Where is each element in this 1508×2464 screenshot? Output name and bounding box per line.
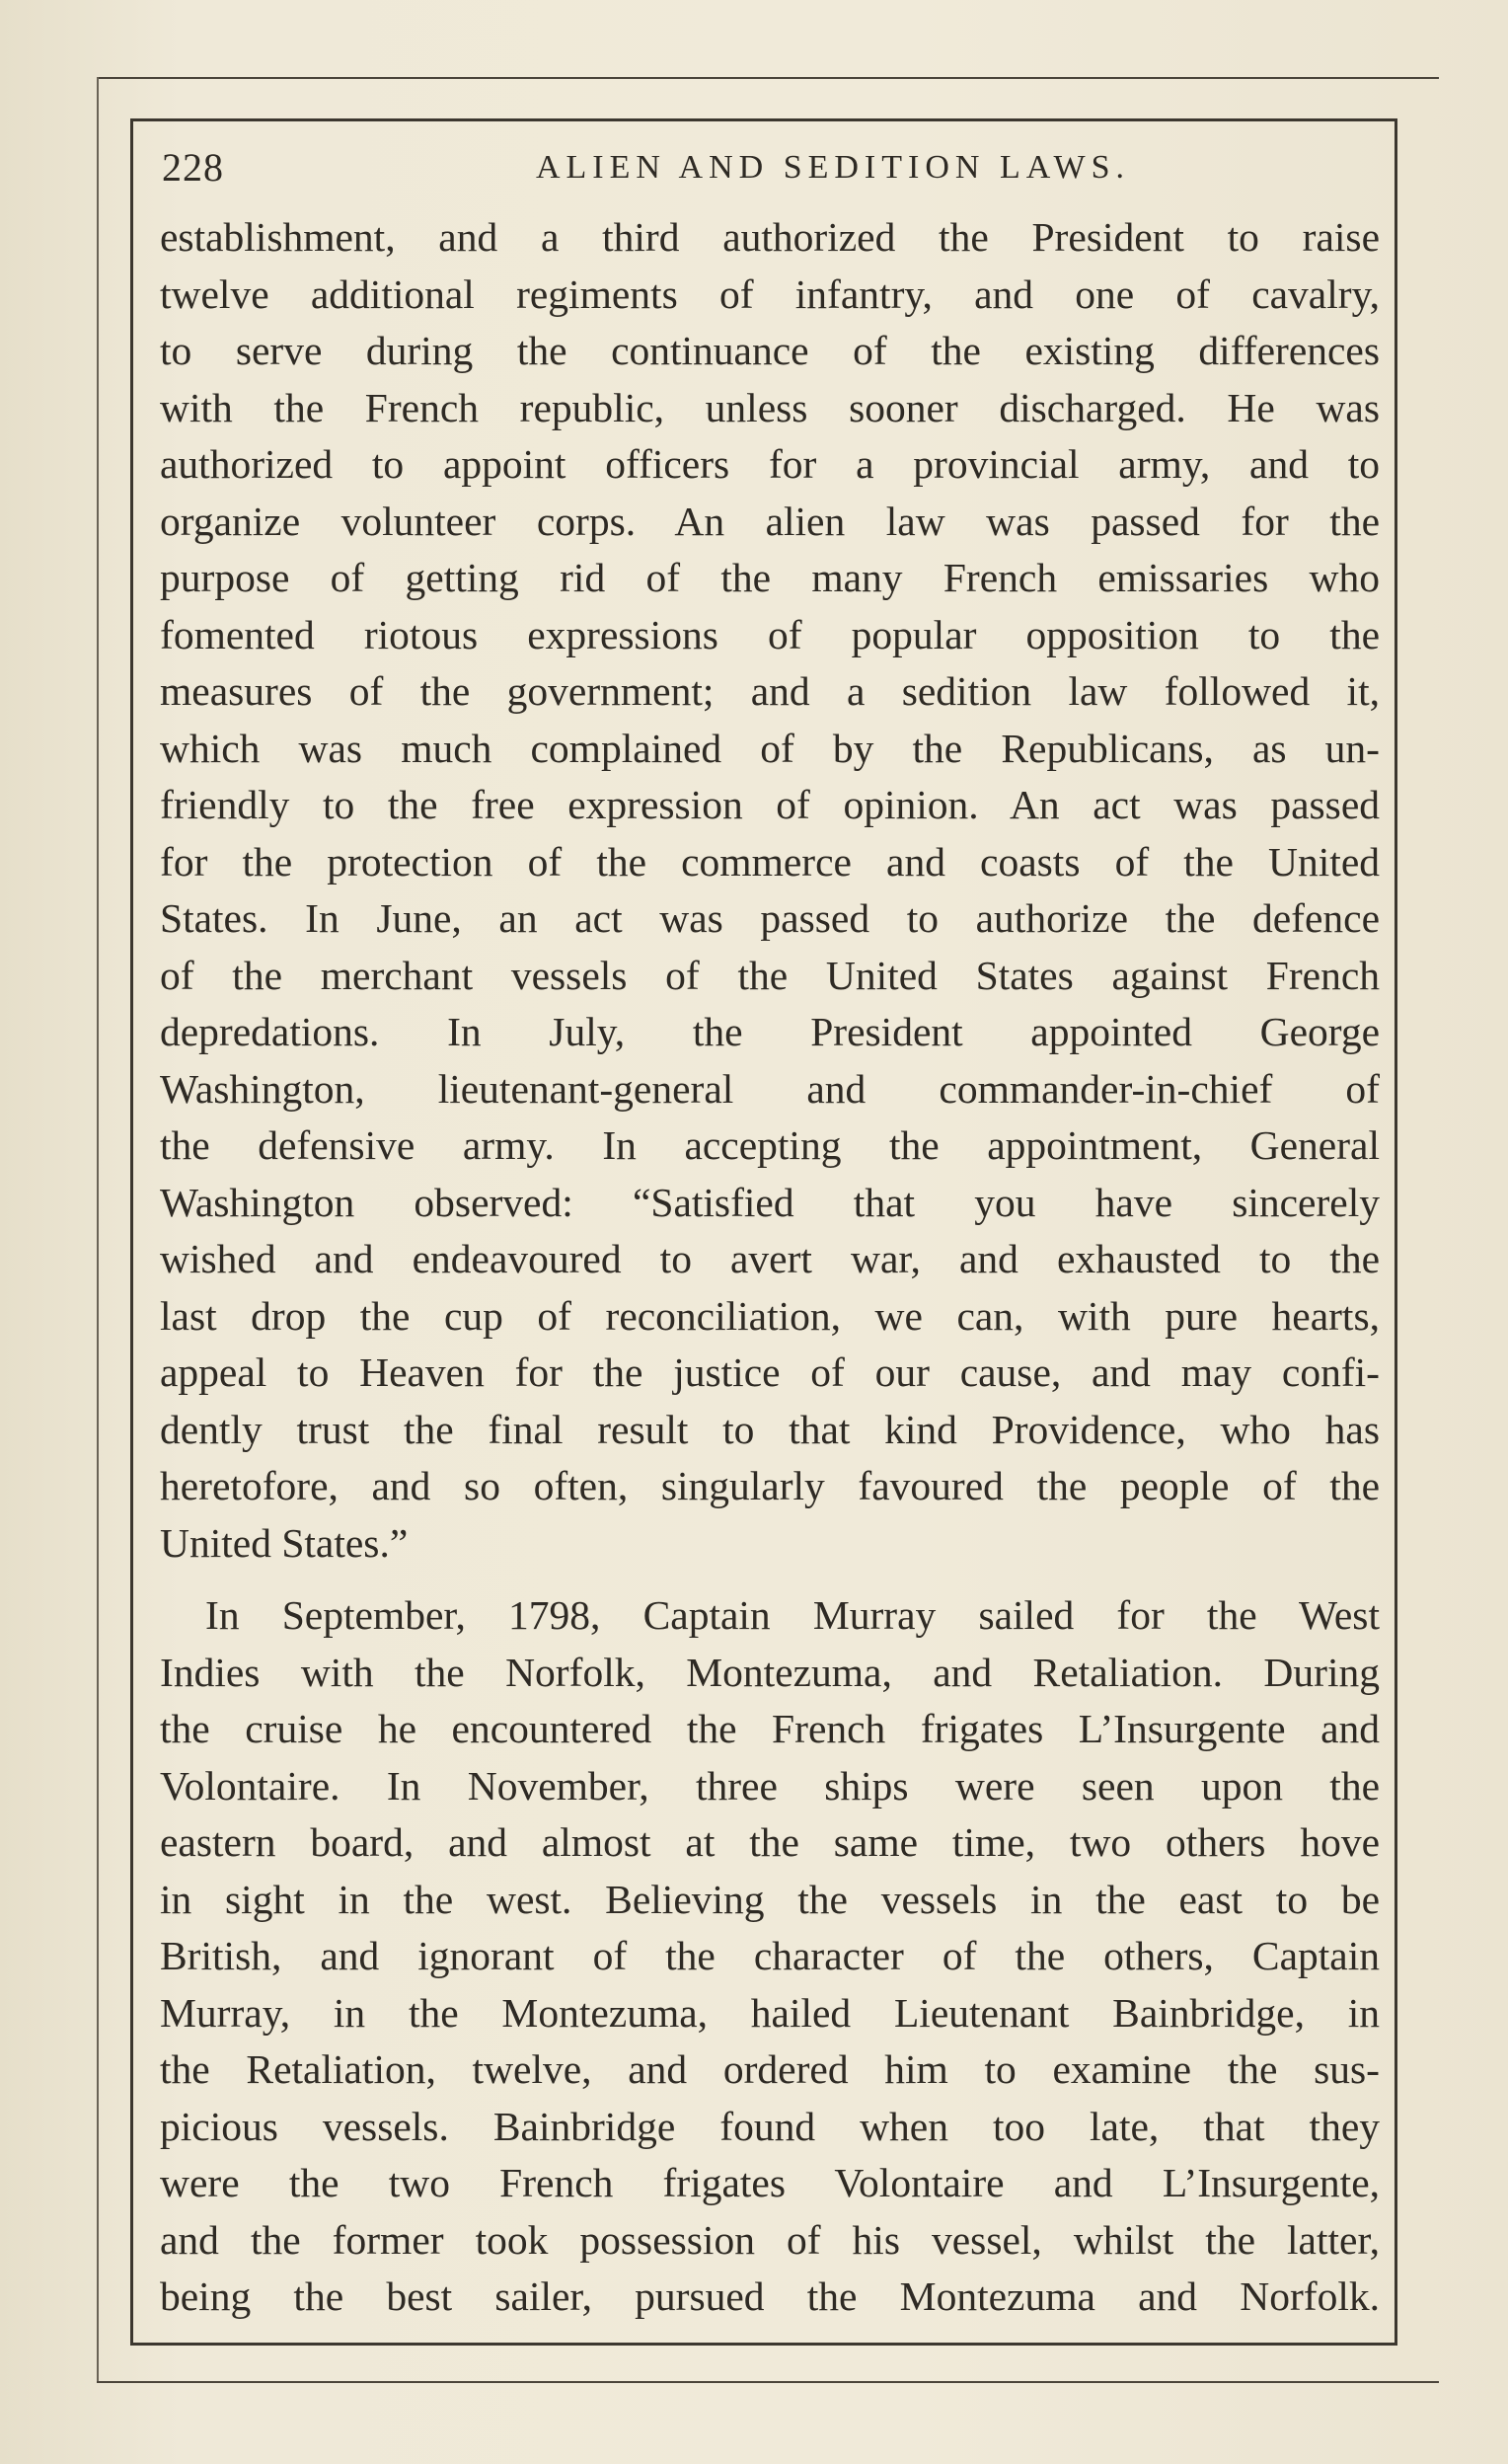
text-line: which was much complained of by the Republicans, as un- xyxy=(160,725,1380,771)
text-line: authorized to appoint officers for a provincial army, and to xyxy=(160,441,1380,487)
text-line: the Retaliation, twelve, and ordered him to examine the sus- xyxy=(160,2046,1380,2092)
text-line: Indies with the Norfolk, Montezuma, and Retaliation. During xyxy=(160,1649,1380,1695)
paragraph xyxy=(160,209,1380,1572)
text-line: and the former took possession of his vessel, whilst the latter, xyxy=(160,2216,1380,2263)
text-line: dently trust the final result to that kind Providence, who has xyxy=(160,1406,1380,1452)
text-line: purpose of getting rid of the many French emissaries who xyxy=(160,555,1380,600)
text-line: British, and ignorant of the character of the others, Captain xyxy=(160,1933,1380,1978)
text-line: being the best sailer, pursued the Montezuma and Norfolk. xyxy=(160,2273,1380,2319)
page-number: 228 xyxy=(162,145,224,190)
text-line: appeal to Heaven for the justice of our cause, and may confi- xyxy=(160,1349,1380,1395)
text-line: Murray, in the Montezuma, hailed Lieutenant Bainbridge, in xyxy=(160,1989,1380,2036)
text-line: establishment, and a third authorized the President to raise xyxy=(160,214,1380,260)
body-text xyxy=(160,209,1380,2326)
page-header xyxy=(162,138,1386,197)
text-line: the defensive army. In accepting the appointment, General xyxy=(160,1122,1380,1168)
text-line: with the French republic, unless sooner discharged. He was xyxy=(160,384,1380,430)
outer-border-bottom xyxy=(97,2381,1439,2383)
text-line: organize volunteer corps. An alien law was passed for the xyxy=(160,498,1380,544)
text-line: last drop the cup of reconciliation, we can, with pure hearts, xyxy=(160,1292,1380,1339)
text-line: for the protection of the commerce and coasts of the United xyxy=(160,838,1380,885)
text-line: in sight in the west. Believing the vessels in the east to be xyxy=(160,1876,1380,1922)
text-line: twelve additional regiments of infantry, and one of cavalry, xyxy=(160,270,1380,317)
outer-border-left xyxy=(97,77,99,2382)
text-line: wished and endeavoured to avert war, and exhausted to the xyxy=(160,1236,1380,1281)
text-line: to serve during the continuance of the existing differences xyxy=(160,328,1380,373)
outer-border-top xyxy=(97,77,1439,79)
text-line: eastern board, and almost at the same time, two others hove xyxy=(160,1819,1380,1865)
text-line: Volontaire. In November, three ships were seen upon the xyxy=(160,1762,1380,1809)
running-head: ALIEN AND SEDITION LAWS. xyxy=(535,149,1131,186)
text-line: of the merchant vessels of the United States against French xyxy=(160,952,1380,998)
text-line: measures of the government; and a sedition law followed it, xyxy=(160,668,1380,714)
text-line: heretofore, and so often, singularly favoured the people of the xyxy=(160,1463,1380,1508)
paragraph xyxy=(160,1587,1380,2326)
text-line: In September, 1798, Captain Murray sailed for the West xyxy=(205,1592,1380,1638)
text-line: depredations. In July, the President appointed George xyxy=(160,1009,1380,1054)
text-line: United States.” xyxy=(160,1519,409,1566)
text-line: Washington, lieutenant-general and commander-in-chief of xyxy=(160,1065,1380,1112)
text-line: friendly to the free expression of opinion. An act was passed xyxy=(160,782,1380,827)
text-line: were the two French frigates Volontaire and L’Insurgente, xyxy=(160,2160,1380,2205)
text-line: the cruise he encountered the French frigates L’Insurgente and xyxy=(160,1706,1380,1751)
text-line: Washington observed: “Satisfied that you have sincerely xyxy=(160,1179,1380,1225)
text-line: States. In June, an act was passed to authorize the defence xyxy=(160,895,1380,941)
text-line: picious vessels. Bainbridge found when too late, that they xyxy=(160,2103,1380,2149)
text-line: fomented riotous expressions of popular opposition to the xyxy=(160,611,1380,657)
paragraph-gap xyxy=(160,1572,1380,1587)
